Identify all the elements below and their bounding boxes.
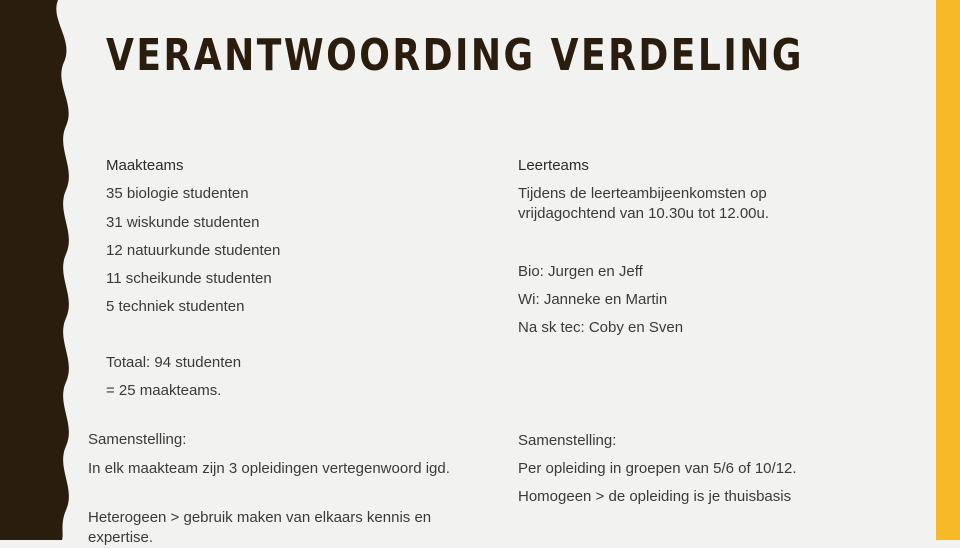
samenstelling-right-heading: Samenstelling: (518, 432, 617, 449)
maakteams-item-techniek: 5 techniek studenten (106, 298, 245, 315)
maakteams-item-biologie: 35 biologie studenten (106, 185, 249, 202)
maakteams-total: Totaal: 94 studenten (106, 354, 242, 371)
maakteams-item-wiskunde: 31 wiskunde studenten (106, 214, 260, 231)
leerteams-item-wi: Wi: Janneke en Martin (518, 291, 668, 308)
leerteams-item-nasktec: Na sk tec: Coby en Sven (518, 319, 684, 336)
samenstelling-right-line1: Per opleiding in groepen van 5/6 of 10/12. (518, 460, 797, 477)
leerteams-heading: Leerteams (518, 157, 589, 174)
maakteams-result: = 25 maakteams. (106, 382, 222, 399)
samenstelling-left-line2: Heterogeen > gebruik maken van elkaars kennis en expertise. (88, 509, 432, 546)
slide-title: VERANTWOORDING VERDELING (106, 30, 804, 81)
maakteams-heading: Maakteams (106, 157, 184, 174)
leerteams-intro: Tijdens de leerteambijeenkomsten op vrijdagochtend van 10.30u tot 12.00u. (518, 185, 770, 222)
samenstelling-left-line1: In elk maakteam zijn 3 opleidingen vertegenwoord igd. (88, 460, 450, 477)
samenstelling-right-line2: Homogeen > de opleiding is je thuisbasis (518, 488, 792, 505)
leerteams-item-bio: Bio: Jurgen en Jeff (518, 263, 643, 280)
decorative-wave-band (0, 0, 80, 540)
maakteams-item-natuurkunde: 12 natuurkunde studenten (106, 242, 281, 259)
maakteams-item-scheikunde: 11 scheikunde studenten (106, 270, 272, 287)
samenstelling-left-heading: Samenstelling: (88, 431, 187, 448)
accent-bar (936, 0, 960, 540)
